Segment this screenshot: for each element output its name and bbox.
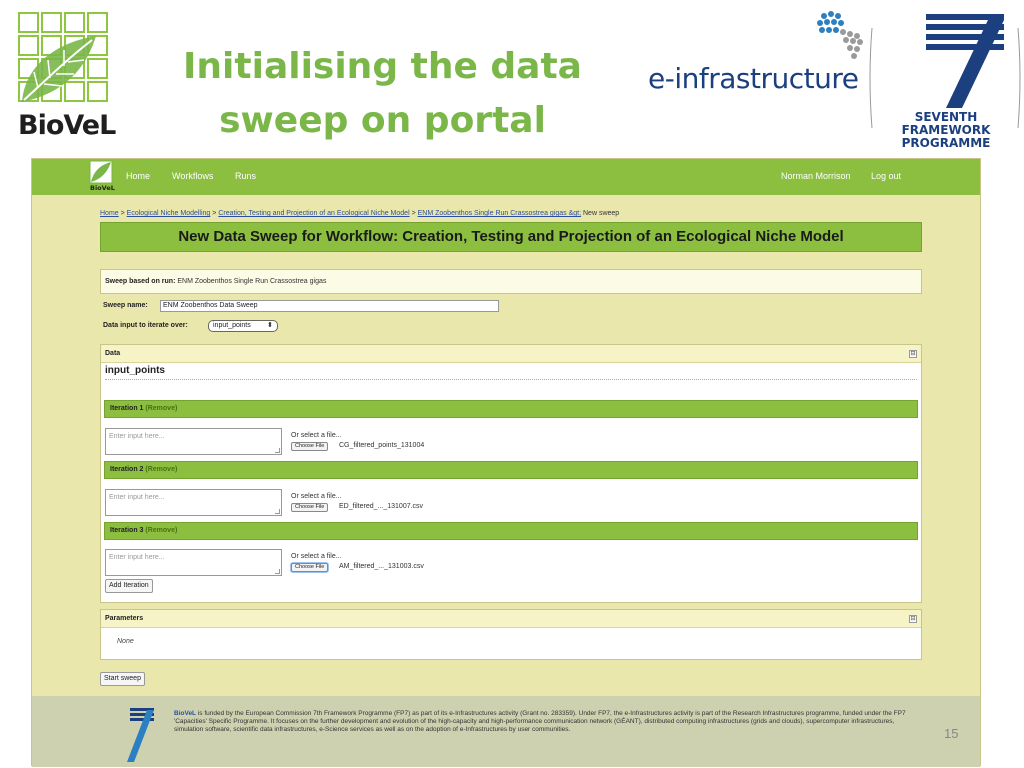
iteration-2-file-name: ED_filtered_..._131007.csv	[339, 503, 424, 510]
biovel-wordmark: BioVeL	[18, 110, 116, 141]
data-panel-header	[101, 345, 921, 363]
iteration-1-input[interactable]	[105, 428, 282, 455]
iteration-3-or-select: Or select a file...	[291, 553, 342, 560]
collapse-icon[interactable]: ⊟	[910, 351, 916, 357]
iteration-1-file-name: CG_filtered_points_131004	[339, 442, 425, 449]
iteration-3-choose-file-button[interactable]: Choose File	[291, 563, 328, 572]
iteration-1-choose-file-button[interactable]: Choose File	[291, 442, 328, 451]
parameters-panel-header	[101, 610, 921, 628]
divider	[105, 379, 917, 380]
breadcrumb-workflow[interactable]: Creation, Testing and Projection of an Ecological Niche Model	[218, 210, 410, 217]
leaf-icon	[18, 32, 98, 104]
iteration-1-label: Iteration 1	[110, 405, 144, 412]
parameters-none-text: None	[117, 638, 134, 645]
slide-page-number: 15	[944, 726, 959, 741]
portal-footer	[32, 696, 980, 767]
fp7-emblem-icon	[120, 706, 156, 764]
fp7-logo	[866, 8, 1024, 148]
iterate-label: Data input to iterate over:	[103, 322, 188, 329]
iteration-2-input[interactable]	[105, 489, 282, 516]
fp7-wordmark: SEVENTH FRAMEWORK PROGRAMME	[901, 110, 991, 150]
parameters-panel-title: Parameters	[105, 615, 144, 622]
iteration-3-placeholder: Enter input here...	[109, 554, 165, 561]
sweep-based-value: ENM Zoobenthos Single Run Crassostrea gigas	[175, 278, 327, 285]
input-name-heading: input_points	[105, 365, 165, 376]
breadcrumb-separator: >	[118, 210, 127, 217]
nav-logout-link[interactable]: Log out	[871, 171, 902, 181]
start-sweep-button[interactable]: Start sweep	[100, 672, 145, 686]
biovel-small-logo-icon[interactable]	[90, 161, 115, 192]
e-infrastructure-logo	[648, 10, 878, 95]
funding-notice-body: is funded by the European Commission 7th Framework Programme (FP7) as part of its e-Infrastructures activity (Grant no. 283359). Under FP7, the e-Infrastructures activity is part of the Research Infrastructures programme, funded under the FP7 'Capacities' Specific Programme. It focuses on the further development and evolution of the high-capacity and high-performance communication network (GÉANT), distributed computing infrastructures (grids and clouds), supercomputer infrastructures, simulation software, scientific data infrastructures, e-Science services as well as on the adoption of e-Infrastructures by user communities.	[174, 710, 906, 733]
breadcrumb-home[interactable]: Home	[100, 210, 119, 217]
breadcrumb-separator: >	[210, 210, 219, 217]
breadcrumb	[100, 210, 619, 217]
resize-handle-icon[interactable]	[275, 509, 280, 514]
page-title: New Data Sweep for Workflow: Creation, Testing and Projection of an Ecological Niche Model	[100, 222, 922, 252]
nav-runs-link[interactable]: Runs	[235, 171, 257, 181]
iteration-2-remove-link[interactable]: (Remove)	[145, 466, 178, 473]
resize-handle-icon[interactable]	[275, 448, 280, 453]
svg-text:BioVeL: BioVeL	[90, 184, 115, 192]
iteration-3-file-name: AM_filtered_..._131003.csv	[339, 563, 424, 570]
collapse-icon[interactable]: ⊟	[910, 616, 916, 622]
data-panel-title: Data	[105, 350, 121, 357]
iteration-1-or-select: Or select a file...	[291, 432, 342, 439]
iteration-2-or-select: Or select a file...	[291, 493, 342, 500]
iteration-1-placeholder: Enter input here...	[109, 433, 165, 440]
portal-window	[31, 158, 981, 766]
iteration-2-label: Iteration 2	[110, 466, 144, 473]
add-iteration-button[interactable]: Add Iteration	[105, 579, 153, 593]
slide-title: Initialising the data sweep on portal	[183, 46, 582, 141]
sweep-based-label: Sweep based on run:	[105, 278, 176, 285]
iteration-3-input[interactable]	[105, 549, 282, 576]
breadcrumb-current: New sweep	[581, 210, 620, 217]
iteration-2-choose-file-button[interactable]: Choose File	[291, 503, 328, 512]
nav-workflows-link[interactable]: Workflows	[172, 171, 214, 181]
iteration-2-placeholder: Enter input here...	[109, 494, 165, 501]
top-navbar	[32, 159, 980, 195]
nav-user-link[interactable]: Norman Morrison	[781, 171, 851, 181]
funding-notice-lead: BioVeL	[174, 710, 197, 717]
sweep-based-on-box	[100, 269, 922, 294]
iterate-select[interactable]	[208, 320, 278, 332]
biovel-logo	[18, 12, 116, 141]
select-arrows-icon: ⬍	[267, 322, 273, 329]
sweep-name-input[interactable]: ENM Zoobenthos Data Sweep	[160, 300, 499, 312]
iteration-3-header	[104, 522, 918, 540]
breadcrumb-run[interactable]: ENM Zoobenthos Single Run Crassostrea gigas &gt;	[417, 210, 582, 217]
data-panel	[100, 344, 922, 603]
breadcrumb-ecological-niche[interactable]: Ecological Niche Modelling	[126, 210, 211, 217]
nav-home-link[interactable]: Home	[126, 171, 151, 181]
iterate-select-value: input_points	[213, 322, 251, 329]
parameters-panel	[100, 609, 922, 660]
funding-notice	[174, 710, 924, 734]
iteration-3-remove-link[interactable]: (Remove)	[145, 527, 178, 534]
iteration-1-header	[104, 400, 918, 418]
iteration-3-label: Iteration 3	[110, 527, 144, 534]
sweep-name-label: Sweep name:	[103, 302, 148, 309]
iteration-2-header	[104, 461, 918, 479]
iteration-1-remove-link[interactable]: (Remove)	[145, 405, 178, 412]
breadcrumb-separator: >	[409, 210, 418, 217]
e-infrastructure-wordmark: e-infrastructure	[648, 62, 859, 95]
resize-handle-icon[interactable]	[275, 569, 280, 574]
